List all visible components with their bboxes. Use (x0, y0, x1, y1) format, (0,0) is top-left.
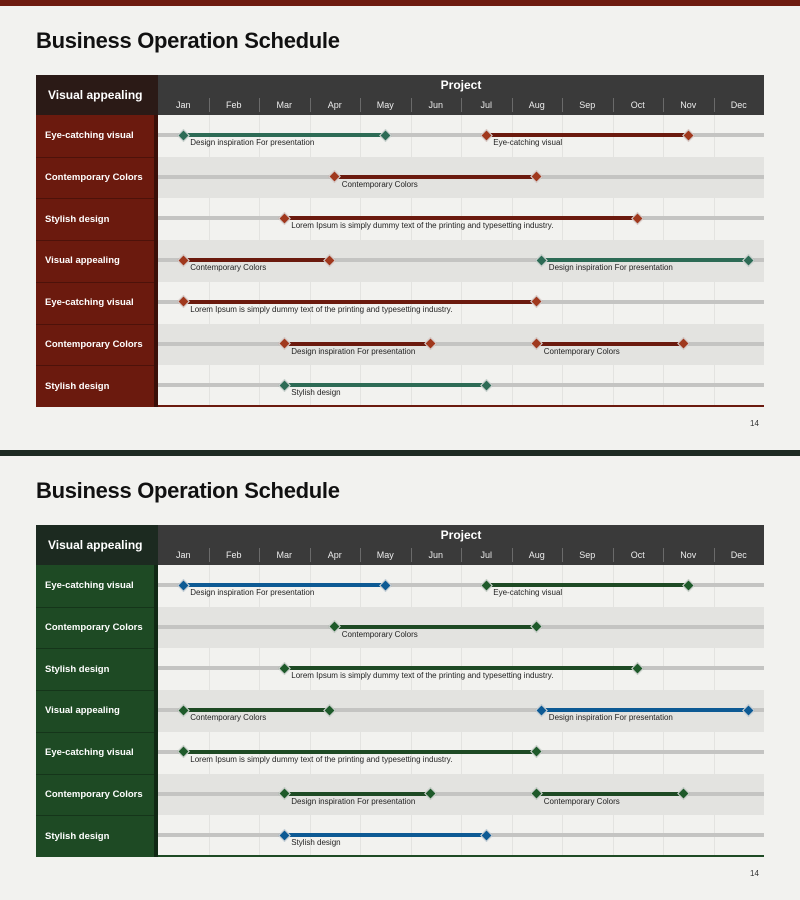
task-bar[interactable] (183, 583, 385, 587)
month-label: Dec (730, 550, 747, 560)
month-label: Oct (630, 100, 645, 110)
month-label: Sep (579, 100, 596, 110)
task-bar[interactable] (183, 133, 385, 137)
task-label: Design inspiration For presentation (190, 588, 315, 597)
project-label: Project (440, 528, 482, 542)
month-divider (259, 548, 260, 562)
task-label: Design inspiration For presentation (291, 346, 416, 356)
task-end-marker (682, 129, 695, 142)
month-label: Oct (630, 550, 645, 560)
month-label: Apr (327, 100, 342, 110)
month-divider (310, 548, 311, 562)
task-bar[interactable] (542, 258, 749, 262)
row-divider (36, 157, 154, 158)
month-label: Apr (327, 550, 342, 560)
slide-title: Business Operation Schedule (36, 478, 340, 503)
row-divider (36, 365, 154, 366)
task-bar[interactable] (537, 792, 683, 796)
task-label: Lorem Ipsum is simply dummy text of the printing and typesetting industry. (291, 221, 554, 231)
month-divider (613, 98, 614, 112)
month-label: Dec (730, 100, 747, 110)
task-bar[interactable] (537, 342, 683, 346)
task-bar[interactable] (183, 708, 329, 712)
row-label: Eye-catching visual (45, 747, 134, 759)
task-end-marker (530, 745, 543, 758)
row-divider (36, 648, 154, 649)
task-start-marker (177, 579, 190, 592)
row-divider (36, 282, 154, 283)
chart-bottom-rule (158, 405, 764, 407)
month-label: Aug (528, 550, 545, 560)
task-label: Contemporary Colors (543, 796, 620, 806)
row-divider (36, 240, 154, 241)
month-label: Jul (480, 550, 492, 560)
slide-title: Business Operation Schedule (36, 28, 340, 53)
row-label: Visual appealing (45, 255, 120, 267)
task-label: Lorem Ipsum is simply dummy text of the printing and typesetting industry. (291, 671, 554, 681)
month-label: May (376, 550, 394, 560)
project-label: Project (440, 78, 482, 92)
task-label: Contemporary Colors (190, 713, 267, 723)
row-label: Eye-catching visual (45, 580, 134, 592)
row-divider (36, 815, 154, 816)
row-label: Contemporary Colors (45, 172, 143, 184)
task-end-marker (379, 579, 392, 592)
task-label: Stylish design (291, 838, 341, 848)
task-label: Design inspiration For presentation (291, 796, 416, 806)
task-start-marker (480, 129, 493, 142)
task-start-marker (278, 829, 291, 842)
month-divider (411, 98, 412, 112)
task-end-marker (480, 829, 493, 842)
task-bar[interactable] (183, 258, 329, 262)
task-end-marker (631, 212, 644, 225)
task-label: Eye-catching visual (493, 138, 563, 147)
task-bar[interactable] (486, 133, 688, 137)
task-label: Contemporary Colors (341, 179, 418, 189)
task-bar[interactable] (284, 342, 430, 346)
month-label: Jan (175, 100, 191, 110)
row-label: Contemporary Colors (45, 338, 143, 350)
month-label: May (376, 100, 394, 110)
month-label: Jun (428, 100, 443, 110)
task-label: Contemporary Colors (190, 263, 267, 273)
task-end-marker (631, 662, 644, 675)
month-label: Aug (528, 100, 545, 110)
month-label: Mar (276, 550, 292, 560)
month-label: Sep (579, 550, 596, 560)
task-end-marker (530, 295, 543, 308)
month-divider (512, 98, 513, 112)
page-number: 14 (750, 419, 759, 428)
month-divider (360, 98, 361, 112)
month-divider (209, 548, 210, 562)
task-bar[interactable] (284, 833, 486, 837)
task-start-marker (278, 212, 291, 225)
row-divider (36, 324, 154, 325)
month-divider (512, 548, 513, 562)
month-divider (461, 98, 462, 112)
task-bar[interactable] (284, 383, 486, 387)
page-number: 14 (750, 869, 759, 878)
month-divider (562, 548, 563, 562)
month-divider (461, 548, 462, 562)
row-divider (36, 732, 154, 733)
row-label: Contemporary Colors (45, 622, 143, 634)
month-divider (714, 98, 715, 112)
month-divider (663, 548, 664, 562)
task-label: Design inspiration For presentation (548, 263, 673, 273)
month-label: Feb (225, 550, 242, 560)
task-start-marker (177, 129, 190, 142)
task-label: Design inspiration For presentation (190, 138, 315, 147)
month-label: Jan (175, 550, 191, 560)
task-bar[interactable] (335, 625, 537, 629)
task-start-marker (278, 662, 291, 675)
row-label: Stylish design (45, 380, 110, 392)
task-start-marker (278, 379, 291, 392)
task-end-marker (480, 379, 493, 392)
month-divider (310, 98, 311, 112)
timeline-header (158, 525, 764, 565)
gantt-chart (36, 75, 764, 407)
row-label: Eye-catching visual (45, 130, 134, 142)
task-bar[interactable] (486, 583, 688, 587)
gantt-chart (36, 525, 764, 857)
row-label: Stylish design (45, 213, 110, 225)
task-start-marker (177, 295, 190, 308)
task-bar[interactable] (183, 750, 537, 754)
timeline-header (158, 75, 764, 115)
month-label: Jun (428, 550, 443, 560)
task-label: Lorem Ipsum is simply dummy text of the printing and typesetting industry. (190, 754, 453, 764)
month-label: Mar (276, 100, 292, 110)
row-label: Stylish design (45, 663, 110, 675)
month-divider (714, 548, 715, 562)
task-bar[interactable] (542, 708, 749, 712)
corner-label: Visual appealing (36, 525, 166, 565)
task-label: Eye-catching visual (493, 588, 563, 597)
month-divider (411, 548, 412, 562)
month-label: Nov (680, 550, 697, 560)
row-label: Visual appealing (45, 705, 120, 717)
row-divider (36, 690, 154, 691)
slide-top-bar (0, 0, 800, 6)
slide (0, 450, 800, 900)
month-divider (259, 98, 260, 112)
row-divider (36, 198, 154, 199)
month-divider (613, 548, 614, 562)
task-label: Contemporary Colors (341, 629, 418, 639)
task-end-marker (379, 129, 392, 142)
task-start-marker (177, 745, 190, 758)
task-label: Contemporary Colors (543, 346, 620, 356)
slide-top-bar (0, 450, 800, 456)
month-label: Nov (680, 100, 697, 110)
task-bar[interactable] (284, 792, 430, 796)
task-start-marker (480, 579, 493, 592)
row-label: Eye-catching visual (45, 297, 134, 309)
chart-bottom-rule (158, 855, 764, 857)
corner-label: Visual appealing (36, 75, 166, 115)
month-divider (663, 98, 664, 112)
row-label: Stylish design (45, 830, 110, 842)
task-end-marker (682, 579, 695, 592)
task-label: Stylish design (291, 388, 341, 398)
month-label: Feb (225, 100, 242, 110)
row-label: Contemporary Colors (45, 788, 143, 800)
task-bar[interactable] (335, 175, 537, 179)
task-label: Lorem Ipsum is simply dummy text of the printing and typesetting industry. (190, 304, 453, 314)
month-divider (209, 98, 210, 112)
task-bar[interactable] (183, 300, 537, 304)
task-bar[interactable] (284, 666, 638, 670)
task-bar[interactable] (284, 216, 638, 220)
task-label: Design inspiration For presentation (548, 713, 673, 723)
row-divider (36, 774, 154, 775)
row-divider (36, 607, 154, 608)
month-divider (562, 98, 563, 112)
month-divider (360, 548, 361, 562)
month-label: Jul (480, 100, 492, 110)
